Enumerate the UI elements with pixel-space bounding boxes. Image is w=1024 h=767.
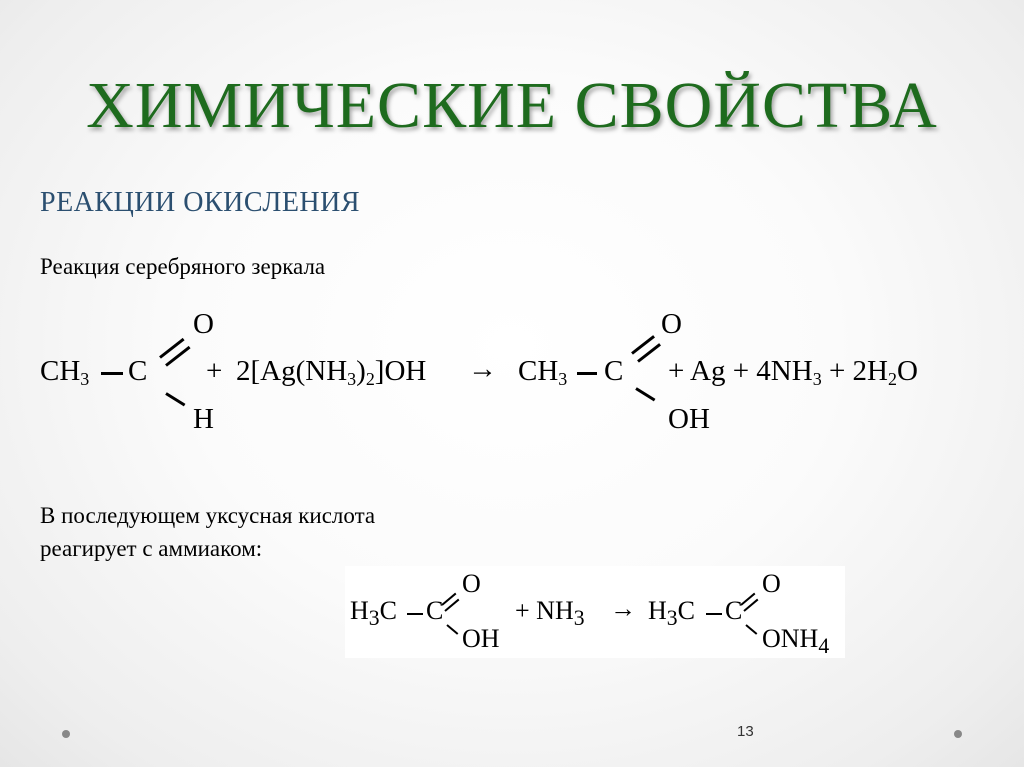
reaction-arrow: → [468,353,497,385]
right-oxygen: O [762,569,781,598]
slide-title: ХИМИЧЕСКИЕ СВОЙСТВА [86,69,938,142]
ammonium-acetate-group: $ONH_4$ [762,624,830,659]
left-bullet-dot [62,730,70,738]
page-number: 13 [737,723,754,740]
single-bond [577,372,597,375]
left-hydroxyl: OH [462,624,500,653]
section-subtitle: РЕАКЦИИ ОКИСЛЕНИЯ [40,187,361,218]
reactant-hydrogen: H [193,403,214,435]
products-tail: + $Ag + 4NH_3 + 2H_2O$ [668,355,918,389]
product-hydroxyl: OH [668,403,710,435]
reaction-arrow: → [610,594,636,623]
single-bond-onh4 [745,624,757,635]
single-bond [101,372,123,375]
single-bond-oh [635,387,655,401]
left-carbon: C [426,596,444,625]
right-bullet-dot [954,730,962,738]
product-oxygen: O [661,308,682,340]
ammonia: + $NH_3$ [515,596,585,631]
single-bond [407,613,423,615]
paragraph-line-2: реагирует с аммиаком: [40,536,263,561]
left-methyl: $H_3C$ [350,596,397,631]
right-carbon: C [725,596,743,625]
silver-mirror-equation [0,300,1024,450]
left-oxygen: O [462,569,481,598]
reactant-oxygen: O [193,308,214,340]
tollens-reagent: $2[Ag(NH_3)_2]OH$ [236,355,427,389]
product-methyl: $CH_3$ [518,355,568,389]
reaction-name: Реакция серебряного зеркала [40,254,326,279]
paragraph-line-1: В последующем уксусная кислота [40,503,376,528]
ammonia-equation [345,566,845,658]
single-bond-h [165,392,185,406]
single-bond [706,613,722,615]
plus-sign: + [206,355,223,387]
product-carbon: C [604,355,624,387]
reactant-carbon: C [128,355,148,387]
single-bond-oh [446,624,458,635]
reactant-methyl: $CH_3$ [40,355,90,389]
right-methyl: $H_3C$ [648,596,695,631]
